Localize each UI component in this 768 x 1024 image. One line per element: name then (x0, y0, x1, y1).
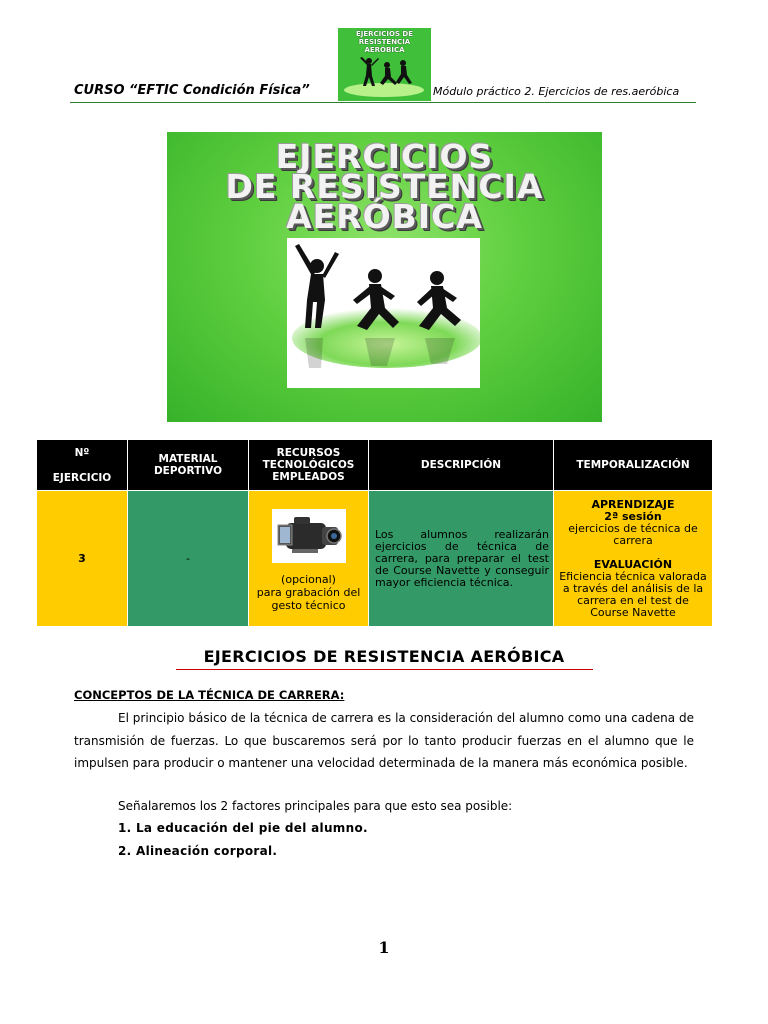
list-item: 2. Alineación corporal. (118, 844, 278, 858)
temp-evaluacion-text: Eficiencia técnica valorada a través del análisis de la carrera en el test de Course Navette (559, 569, 707, 619)
exercise-table (36, 439, 713, 627)
camcorder-image (272, 509, 346, 563)
header-logo-text: EJERCICIOS DE RESISTENCIA AERÓBICA (355, 30, 414, 54)
runners-photo (287, 238, 480, 388)
cell-num: 3 (37, 491, 128, 627)
banner-title-line2: DE RESISTENCIA (225, 167, 544, 206)
cell-temporalizacion (554, 491, 713, 627)
section-title-underline (176, 669, 593, 670)
recursos-text: para grabación del gesto técnico (256, 586, 361, 612)
header-divider (70, 102, 696, 103)
module-title: Módulo práctico 2. Ejercicios de res.aeróbica (433, 85, 680, 98)
paragraph-factors: Señalaremos los 2 factores principales para que esto sea posible: (118, 799, 513, 813)
cell-descripcion: Los alumnos realizarán ejercicios de técnica de carrera, para preparar el test de Course Navette y conseguir mayor eficiencia técnica. (369, 491, 554, 627)
header-temporalizacion: TEMPORALIZACIÓN (554, 440, 713, 491)
header-descripcion: DESCRIPCIÓN (369, 440, 554, 491)
runners-logo-icon (338, 28, 431, 101)
table-row (37, 491, 713, 627)
cell-material: - (128, 491, 249, 627)
header-num-line2: EJERCICIO (52, 471, 112, 484)
section-title: EJERCICIOS DE RESISTENCIA AERÓBICA (203, 647, 565, 666)
camcorder-icon (272, 509, 346, 563)
temp-aprendizaje-text: ejercicios de técnica de carrera (568, 521, 698, 547)
temp-evaluacion: EVALUACIÓN (593, 557, 673, 571)
page-number: 1 (378, 938, 390, 957)
banner-title (167, 137, 602, 236)
recursos-optional: (opcional) (281, 573, 336, 586)
concepts-heading: CONCEPTOS DE LA TÉCNICA DE CARRERA: (74, 688, 345, 702)
table-header-row (37, 440, 713, 491)
header-material: MATERIAL DEPORTIVO (128, 440, 249, 491)
temp-aprendizaje: APRENDIZAJE (591, 497, 675, 511)
cell-recursos (249, 491, 369, 627)
banner-title-line1: EJERCICIOS (275, 137, 494, 176)
list-item: 1. La educación del pie del alumno. (118, 821, 368, 835)
banner-title-line3: AERÓBICA (286, 197, 483, 236)
header-recursos: RECURSOS TECNOLÓGICOS EMPLEADOS (249, 440, 369, 491)
paragraph-principle: El principio básico de la técnica de carrera es la consideración del alumno como una cadena de transmisión de fuerzas. Lo que buscaremos será por lo tanto producir fuerzas en el alumno que le impulsen para producir o mantener una velocidad determinada de la manera más económica posible. (74, 711, 694, 770)
banner-image (167, 132, 602, 422)
course-title: CURSO “EFTIC Condición Física” (74, 83, 310, 98)
header-num-line1: Nº (74, 446, 90, 459)
runners-silhouette-icon (287, 238, 480, 388)
header-num (37, 440, 128, 491)
header-logo (338, 28, 431, 101)
temp-sesion: 2ª sesión (604, 509, 662, 523)
